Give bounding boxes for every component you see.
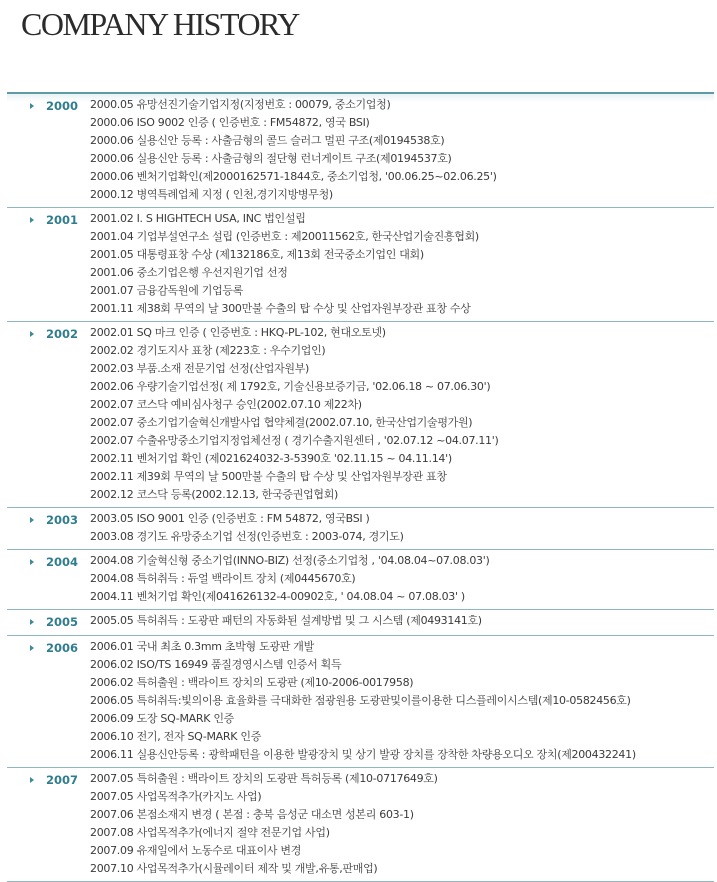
page-title: COMPANY HISTORY: [21, 6, 299, 42]
arrow-bullet-icon: [30, 559, 34, 565]
event-item: 2001.11 제38회 무역의 날 300만불 수출의 탑 수상 및 산업자원부장관 표창 수상: [90, 302, 471, 315]
year-cell: [7, 613, 90, 632]
event-item: 2000.06 ISO 9002 인증 ( 인증번호 : FM54872, 영국 BSI): [90, 116, 370, 129]
event-item: 2007.05 사업목적추가(카지노 사업): [90, 790, 262, 803]
event-item: 2001.05 대통령표창 수상 (제132186호, 제13회 전국중소기업인 대회): [90, 248, 424, 261]
year-block-2003: [7, 508, 714, 550]
year-block-2007: [7, 768, 714, 882]
year-cell: [7, 325, 90, 344]
arrow-bullet-icon: [30, 103, 34, 109]
event-item: 2000.05 유망선진기술기업지정(지정번호 : 00079, 중소기업청): [90, 98, 391, 111]
event-item: 2002.07 중소기업기술혁신개발사업 협약체결(2002.07.10, 한국산업기술평가원): [90, 416, 473, 429]
event-item: 2007.09 유재일에서 노동수로 대표이사 변경: [90, 844, 302, 857]
event-item: 2001.04 기업부설연구소 설립 (인증번호 : 제20011562호, 한국산업기술진흥협회): [90, 230, 479, 243]
event-list: [90, 638, 714, 764]
year-cell: [7, 771, 90, 790]
event-list: [90, 96, 714, 204]
year-cell: [7, 639, 90, 658]
year-label: 2007: [46, 773, 79, 787]
event-item: 2007.08 사업목적추가(에너지 절약 전문기업 사업): [90, 826, 330, 839]
arrow-bullet-icon: [30, 517, 34, 523]
event-item: 2006.05 특허취득:빛의이용 효율화를 극대화한 점광원용 도광판및이를이용한 디스플레이시스템(제10-0582456호): [90, 694, 631, 707]
event-item: 2002.03 부품.소재 전문기업 선정(산업자원부): [90, 362, 310, 375]
event-item: 2001.06 중소기업은행 우선지원기업 선정: [90, 266, 288, 279]
year-label: 2005: [46, 615, 79, 629]
event-item: 2000.12 병역특례업체 지정 ( 인천,경기지방병무청): [90, 188, 333, 201]
year-label: 2001: [46, 213, 79, 227]
event-item: 2007.10 사업목적추가(시뮬레이터 제작 및 개발,유통,판매업): [90, 862, 378, 875]
event-item: 2007.06 본점소재지 변경 ( 본점 : 충북 음성군 대소면 성본리 603-1): [90, 808, 414, 821]
event-item: 2003.05 ISO 9001 인증 (인증번호 : FM 54872, 영국BSI ): [90, 512, 370, 525]
event-item: 2002.06 우량기술기업선정( 제 1792호, 기술신용보증기금, '02.06.18 ~ 07.06.30'): [90, 380, 491, 393]
event-item: 2001.02 I. S HIGHTECH USA, INC 법인설립: [90, 212, 306, 225]
event-list: [90, 552, 714, 606]
year-label: 2004: [46, 555, 79, 569]
event-item: 2002.12 코스닥 등록(2002.12.13, 한국증권업협회): [90, 488, 339, 501]
event-item: 2004.08 기술혁신형 중소기업(INNO-BIZ) 선정(중소기업청 , '04.08.04~07.08.03'): [90, 554, 490, 567]
year-label: 2002: [46, 327, 79, 341]
event-item: 2007.05 특허출원 : 백라이트 장치의 도광판 특허등록 (제10-0717649호): [90, 772, 438, 785]
arrow-bullet-icon: [30, 645, 34, 651]
event-item: 2003.08 경기도 유망중소기업 선정(인증번호 : 2003-074, 경기도): [90, 530, 404, 543]
year-block-2000: [7, 94, 714, 208]
arrow-bullet-icon: [30, 331, 34, 337]
year-cell: [7, 97, 90, 116]
year-block-2004: [7, 550, 714, 610]
event-list: [90, 324, 714, 504]
event-item: 2002.11 벤처기업 확인 (제021624032-3-5390호 '02.11.15 ~ 04.11.14'): [90, 452, 452, 465]
year-cell: [7, 211, 90, 230]
event-item: 2002.07 코스닥 예비심사청구 승인(2002.07.10 제22차): [90, 398, 362, 411]
event-item: 2000.06 실용신안 등록 : 사출금형의 절단형 런너게이트 구조(제0194537호): [90, 152, 452, 165]
event-item: 2006.11 실용신안등록 : 광학패턴을 이용한 발광장치 및 상기 발광 장치를 장착한 차량용오디오 장치(제200432241): [90, 748, 636, 761]
year-block-2001: [7, 208, 714, 322]
event-item: 2002.07 수출유망중소기업지정업체선정 ( 경기수출지원센터 , '02.07.12 ~04.07.11'): [90, 434, 499, 447]
event-item: 2005.05 특허취득 : 도광판 패턴의 자동화된 설계방법 및 그 시스템 (제0493141호): [90, 614, 482, 627]
event-item: 2000.06 실용신안 등록 : 사출금형의 콜드 슬러그 멀핀 구조(제0194538호): [90, 134, 445, 147]
event-item: 2000.06 벤처기업확인(제2000162571-1844호, 중소기업청, '00.06.25~02.06.25'): [90, 170, 497, 183]
arrow-bullet-icon: [30, 619, 34, 625]
year-label: 2003: [46, 513, 79, 527]
event-item: 2006.10 전기, 전자 SQ-MARK 인증: [90, 730, 262, 743]
arrow-bullet-icon: [30, 777, 34, 783]
event-item: 2006.02 ISO/TS 16949 품질경영시스템 인증서 획득: [90, 658, 342, 671]
year-cell: [7, 553, 90, 572]
event-item: 2006.01 국내 최초 0.3mm 초박형 도광판 개발: [90, 640, 314, 653]
arrow-bullet-icon: [30, 217, 34, 223]
event-list: [90, 770, 714, 878]
event-item: 2006.02 특허출원 : 백라이트 장치의 도광판 (제10-2006-0017958): [90, 676, 414, 689]
year-block-2005: [7, 610, 714, 636]
year-cell: [7, 511, 90, 530]
event-list: [90, 210, 714, 318]
year-label: 2000: [46, 99, 79, 113]
event-list: [90, 612, 714, 632]
event-item: 2002.01 SQ 마크 인증 ( 인증번호 : HKQ-PL-102, 현대오토넷): [90, 326, 386, 339]
year-block-2006: [7, 636, 714, 768]
event-item: 2004.08 특허취득 : 듀얼 백라이트 장치 (제0445670호): [90, 572, 356, 585]
year-block-2002: [7, 322, 714, 508]
event-item: 2002.02 경기도지사 표창 (제223호 : 우수기업인): [90, 344, 326, 357]
event-item: 2002.11 제39회 무역의 날 500만불 수출의 탑 수상 및 산업자원부장관 표창: [90, 470, 447, 483]
event-item: 2001.07 금융감독원에 기업등록: [90, 284, 244, 297]
event-list: [90, 510, 714, 546]
year-label: 2006: [46, 641, 79, 655]
event-item: 2006.09 도장 SQ-MARK 인증: [90, 712, 234, 725]
event-item: 2004.11 벤처기업 확인(제041626132-4-00902호, ' 04.08.04 ~ 07.08.03' ): [90, 590, 465, 603]
history-table: [7, 92, 714, 882]
